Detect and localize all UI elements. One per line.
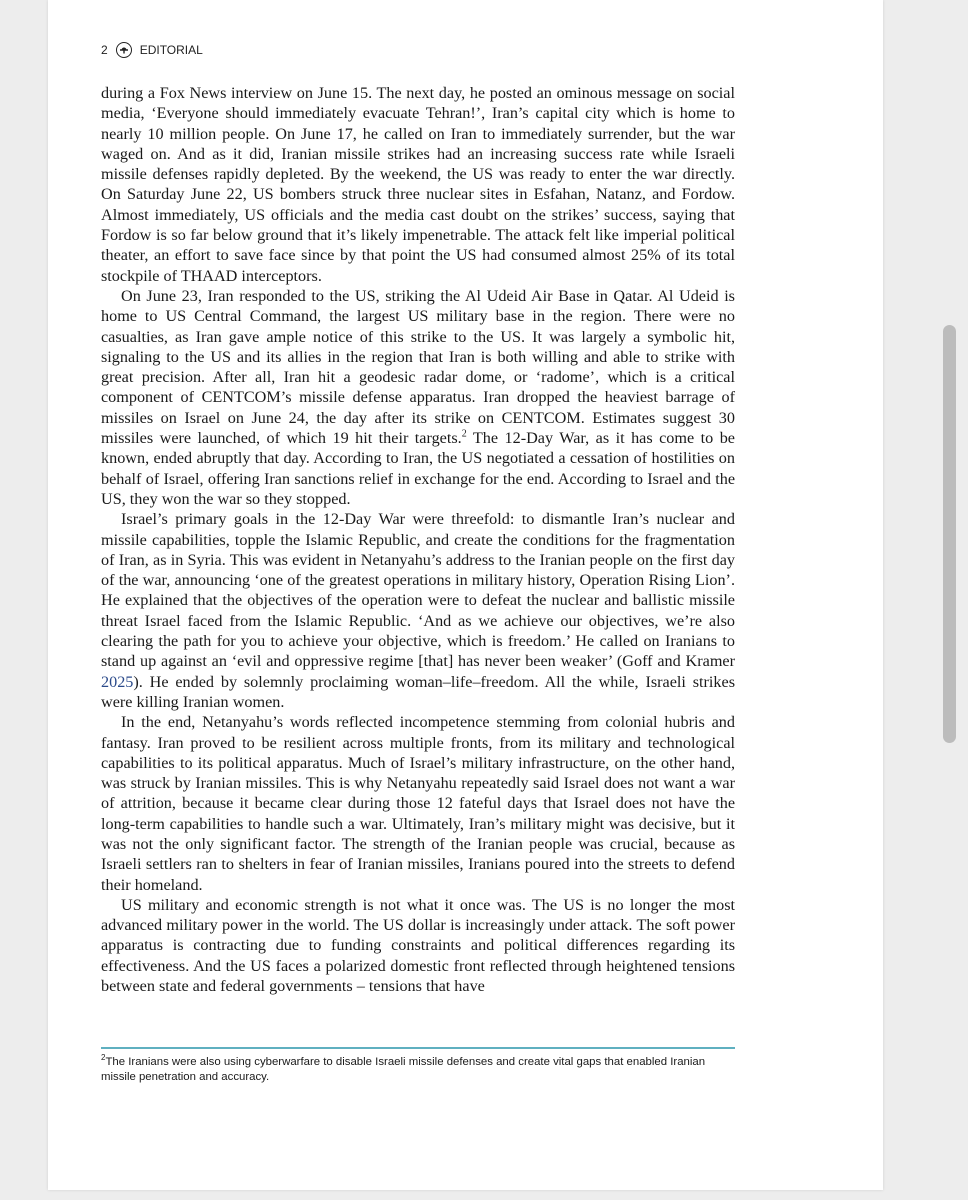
journal-logo-icon — [116, 42, 132, 58]
running-head — [101, 42, 203, 58]
body-text — [101, 83, 735, 996]
footnote-divider — [101, 1047, 735, 1049]
paragraph-4: In the end, Netanyahu’s words reflected incompetence stemming from colonial hubris and fantasy. Iran proved to be resilient across multiple fronts, from its military and technological capabilities to its political apparatus. Much of Israel’s military infrastructure, on the other hand, was struck by Iranian missiles. This is why Netanyahu repeatedly said Israel does not want a war of attrition, because it became clear during those 12 fateful days that Israel does not have the long-term capabilities to handle such a war. Ultimately, Iran’s military might was decisive, but it was not the only significant factor. The strength of the Iranian people was crucial, because as Israeli settlers ran to shelters in fear of Iranian missiles, Iranians poured into the streets to defend their homeland. — [101, 713, 735, 894]
paragraph-1: during a Fox News interview on June 15. The next day, he posted an ominous message on social media, ‘Everyone should immediately evacuate Tehran!’, Iran’s capital city which is home to nearly 10 million people. On June 17, he called on Iran to immediately surrender, but the war waged on. And as it did, Iranian missile strikes had an increasing success rate while Israeli missile defenses rapidly depleted. By the weekend, the US was ready to enter the war directly. On Saturday June 22, US bombers struck three nuclear sites in Esfahan, Natanz, and Fordow. Almost immediately, US officials and the media cast doubt on the strikes’ success, saying that Fordow is so far below ground that it’s likely impenetrable. The attack felt like imperial political theater, an effort to save face since by that point the US had consumed almost 25% of its total stockpile of THAAD interceptors. — [101, 84, 735, 285]
footnote-reference[interactable]: 2 — [461, 428, 467, 440]
paragraph-3-text-continued: ). He ended by solemnly proclaiming woman–life–freedom. All the while, Israeli strikes were killing Iranian women. — [101, 672, 735, 711]
paragraph-3 — [101, 509, 735, 712]
paragraph-5: US military and economic strength is not what it once was. The US is no longer the most advanced military power in the world. The US dollar is increasingly under attack. The soft power apparatus is contracting due to funding constraints and political differences regarding its effectiveness. And the US faces a polarized domestic front reflected through heightened tensions between state and federal governments – tensions that have — [101, 895, 735, 996]
paragraph-2 — [101, 286, 735, 509]
section-label: EDITORIAL — [139, 43, 203, 57]
paragraph-3-text: Israel’s primary goals in the 12-Day War were threefold: to dismantle Iran’s nuclear and missile capabilities, topple the Islamic Republic, and create the conditions for the fragmentation of Iran, as in Syria. This was evident in Netanyahu’s address to the Iranian people on the first day of the war, announcing ‘one of the greatest operations in military history, Operation Rising Lion’. He explained that the objectives of the operation were to defeat the nuclear and ballistic missile threat Israel faced from the Islamic Republic. ‘And as we achieve our objectives, we’re also clearing the path for you to achieve your objective, which is freedom.’ He called on Iranians to stand up against an ‘evil and oppressive regime [that] has never been weaker’ (Goff and Kramer — [101, 510, 735, 671]
vertical-scrollbar-thumb[interactable] — [943, 325, 956, 743]
footnote-marker: 2 — [101, 1053, 106, 1063]
paragraph-2-text-continued: The 12-Day War, as it has come to be known, ended abruptly that day. According to Iran, the US negotiated a cessation of hostilities on behalf of Israel, offering Iran sanctions relief in exchange for the end. According to Israel and the US, they won the war so they stopped. — [101, 429, 735, 508]
paragraph-2-text: On June 23, Iran responded to the US, striking the Al Udeid Air Base in Qatar. Al Udeid is home to US Central Command, the largest US military base in the region. There were no casualties, as Iran gave ample notice of this strike to the US. It was largely a symbolic hit, signaling to the US and its allies in the region that Iran is both willing and able to strike with great precision. After all, Iran hit a geodesic radar dome, or ‘radome’, which is a critical component of CENTCOM’s missile defense apparatus. Iran dropped the heaviest barrage of missiles on Israel on June 24, the day after its strike on CENTCOM. Estimates suggest 30 missiles were launched, of which 19 hit their targets. — [101, 286, 735, 448]
footnote — [101, 1055, 735, 1085]
footnote-text: The Iranians were also using cyberwarfare to disable Israeli missile defenses and create vital gaps that enabled Iranian missile penetration and accuracy. — [101, 1056, 706, 1083]
citation-link[interactable]: 2025 — [101, 672, 134, 691]
page-number: 2 — [101, 43, 108, 57]
